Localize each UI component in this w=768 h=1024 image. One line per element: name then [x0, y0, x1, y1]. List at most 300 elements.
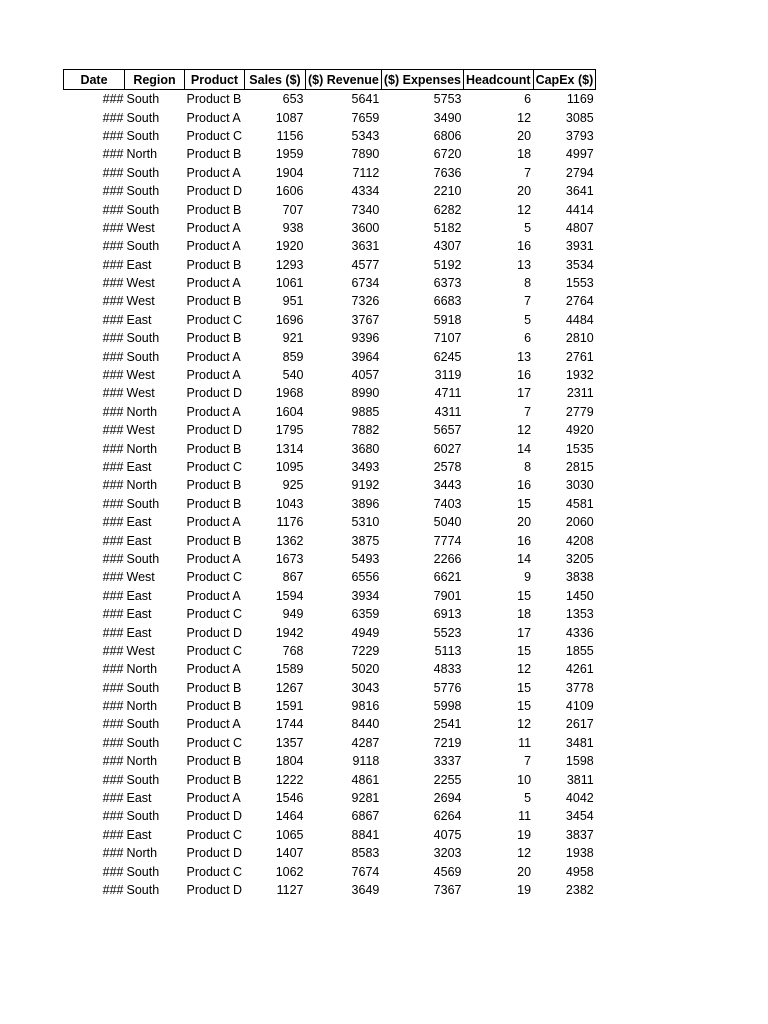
product-cell[interactable]: Product D	[186, 184, 243, 199]
expenses-cell[interactable]: 5182	[433, 220, 462, 235]
sales-cell[interactable]: 1061	[275, 276, 304, 291]
sales-cell[interactable]: 1804	[275, 754, 304, 769]
expenses-cell[interactable]: 5113	[434, 643, 462, 658]
sales-cell[interactable]: 1087	[275, 110, 304, 125]
region-cell[interactable]: West	[126, 643, 155, 658]
date-cell[interactable]: ###	[102, 441, 124, 456]
revenue-cell[interactable]: 3631	[351, 239, 380, 254]
revenue-cell[interactable]: 6734	[351, 276, 380, 291]
region-cell[interactable]: North	[126, 441, 158, 456]
expenses-cell[interactable]: 4307	[433, 239, 462, 254]
headcount-cell[interactable]: 10	[517, 772, 532, 787]
capex-cell[interactable]: 4920	[565, 423, 594, 438]
headcount-cell[interactable]: 16	[517, 368, 532, 383]
product-cell[interactable]: Product B	[186, 772, 242, 787]
expenses-cell[interactable]: 6264	[433, 809, 462, 824]
capex-cell[interactable]: 1169	[566, 92, 594, 107]
date-cell[interactable]: ###	[102, 496, 124, 511]
headcount-cell[interactable]: 14	[517, 441, 532, 456]
sales-cell[interactable]: 768	[282, 643, 304, 658]
sales-cell[interactable]: 1176	[276, 515, 304, 530]
capex-cell[interactable]: 3085	[565, 110, 594, 125]
date-cell[interactable]: ###	[102, 92, 124, 107]
sales-cell[interactable]: 1293	[275, 257, 304, 272]
expenses-cell[interactable]: 6245	[433, 349, 462, 364]
product-cell[interactable]: Product D	[186, 625, 243, 640]
sales-cell[interactable]: 951	[282, 294, 304, 309]
product-cell[interactable]: Product B	[186, 699, 242, 714]
region-cell[interactable]: South	[126, 349, 160, 364]
sales-cell[interactable]: 1065	[275, 827, 304, 842]
expenses-cell[interactable]: 6913	[433, 607, 462, 622]
capex-cell[interactable]: 3030	[565, 478, 594, 493]
sales-cell[interactable]: 1604	[275, 404, 304, 419]
revenue-cell[interactable]: 7229	[351, 643, 380, 658]
region-cell[interactable]: East	[126, 515, 152, 530]
capex-cell[interactable]: 2764	[565, 294, 594, 309]
capex-cell[interactable]: 1553	[565, 276, 594, 291]
revenue-cell[interactable]: 3964	[351, 349, 380, 364]
product-cell[interactable]: Product A	[186, 662, 241, 677]
revenue-cell[interactable]: 6556	[351, 570, 380, 585]
region-cell[interactable]: West	[126, 294, 155, 309]
date-cell[interactable]: ###	[102, 165, 124, 180]
region-cell[interactable]: East	[126, 588, 152, 603]
date-cell[interactable]: ###	[102, 643, 124, 658]
date-cell[interactable]: ###	[102, 368, 124, 383]
sales-cell[interactable]: 921	[282, 331, 304, 346]
product-cell[interactable]: Product A	[186, 588, 241, 603]
revenue-cell[interactable]: 7890	[351, 147, 380, 162]
expenses-cell[interactable]: 6806	[433, 128, 462, 143]
expenses-cell[interactable]: 4569	[433, 864, 462, 879]
revenue-cell[interactable]: 4861	[351, 772, 380, 787]
sales-cell[interactable]: 1942	[275, 625, 304, 640]
region-cell[interactable]: South	[126, 882, 160, 897]
expenses-cell[interactable]: 3490	[433, 110, 462, 125]
revenue-cell[interactable]: 3934	[351, 588, 380, 603]
headcount-cell[interactable]: 17	[517, 386, 532, 401]
expenses-cell[interactable]: 5918	[433, 312, 462, 327]
region-cell[interactable]: South	[126, 551, 160, 566]
sales-cell[interactable]: 1464	[275, 809, 304, 824]
headcount-cell[interactable]: 16	[517, 533, 532, 548]
date-cell[interactable]: ###	[102, 570, 124, 585]
product-cell[interactable]: Product B	[186, 478, 242, 493]
headcount-cell[interactable]: 6	[524, 92, 532, 107]
revenue-cell[interactable]: 7112	[352, 165, 380, 180]
date-cell[interactable]: ###	[102, 882, 124, 897]
revenue-cell[interactable]: 9816	[351, 699, 380, 714]
sales-cell[interactable]: 859	[282, 349, 304, 364]
product-cell[interactable]: Product A	[186, 165, 241, 180]
capex-cell[interactable]: 4958	[565, 864, 594, 879]
sales-cell[interactable]: 1362	[275, 533, 304, 548]
product-cell[interactable]: Product A	[186, 276, 241, 291]
capex-cell[interactable]: 3931	[565, 239, 594, 254]
revenue-cell[interactable]: 3043	[351, 680, 380, 695]
region-cell[interactable]: South	[126, 680, 160, 695]
sales-cell[interactable]: 1589	[275, 662, 304, 677]
expenses-cell[interactable]: 5998	[433, 699, 462, 714]
region-cell[interactable]: North	[126, 147, 158, 162]
date-cell[interactable]: ###	[102, 202, 124, 217]
sales-cell[interactable]: 1744	[275, 717, 304, 732]
sales-cell[interactable]: 1062	[275, 864, 304, 879]
headcount-cell[interactable]: 19	[517, 827, 532, 842]
date-cell[interactable]: ###	[102, 110, 124, 125]
headcount-cell[interactable]: 12	[517, 423, 532, 438]
region-cell[interactable]: South	[126, 864, 160, 879]
capex-cell[interactable]: 1535	[565, 441, 594, 456]
expenses-cell[interactable]: 2255	[433, 772, 462, 787]
headcount-cell[interactable]: 7	[524, 165, 532, 180]
headcount-cell[interactable]: 20	[517, 128, 532, 143]
date-cell[interactable]: ###	[102, 386, 124, 401]
date-cell[interactable]: ###	[102, 423, 124, 438]
headcount-cell[interactable]: 12	[517, 717, 532, 732]
date-cell[interactable]: ###	[102, 717, 124, 732]
sales-cell[interactable]: 1594	[275, 588, 304, 603]
region-cell[interactable]: North	[126, 699, 158, 714]
revenue-cell[interactable]: 4287	[351, 735, 380, 750]
date-cell[interactable]: ###	[102, 680, 124, 695]
date-cell[interactable]: ###	[102, 128, 124, 143]
headcount-cell[interactable]: 5	[524, 312, 532, 327]
capex-cell[interactable]: 4581	[565, 496, 594, 511]
capex-cell[interactable]: 2810	[565, 331, 594, 346]
date-cell[interactable]: ###	[102, 827, 124, 842]
region-cell[interactable]: West	[126, 386, 155, 401]
sales-cell[interactable]: 867	[282, 570, 304, 585]
headcount-cell[interactable]: 18	[517, 147, 532, 162]
headcount-cell[interactable]: 12	[517, 110, 532, 125]
expenses-cell[interactable]: 6027	[433, 441, 462, 456]
capex-cell[interactable]: 4109	[565, 699, 594, 714]
expenses-cell[interactable]: 6373	[433, 276, 462, 291]
date-cell[interactable]: ###	[102, 735, 124, 750]
region-cell[interactable]: West	[126, 220, 155, 235]
revenue-cell[interactable]: 7674	[351, 864, 380, 879]
revenue-cell[interactable]: 3896	[351, 496, 380, 511]
headcount-cell[interactable]: 12	[517, 202, 532, 217]
headcount-cell[interactable]: 7	[524, 404, 532, 419]
revenue-cell[interactable]: 7326	[351, 294, 380, 309]
product-cell[interactable]: Product A	[186, 239, 241, 254]
revenue-cell[interactable]: 5493	[351, 551, 380, 566]
sales-cell[interactable]: 1357	[275, 735, 304, 750]
expenses-cell[interactable]: 4833	[433, 662, 462, 677]
headcount-cell[interactable]: 5	[524, 791, 532, 806]
region-cell[interactable]: East	[126, 533, 152, 548]
expenses-cell[interactable]: 7367	[433, 882, 462, 897]
date-cell[interactable]: ###	[102, 846, 124, 861]
product-cell[interactable]: Product C	[186, 643, 243, 658]
sales-cell[interactable]: 1795	[275, 423, 304, 438]
sales-cell[interactable]: 949	[282, 607, 304, 622]
region-cell[interactable]: North	[126, 404, 158, 419]
capex-cell[interactable]: 4042	[565, 791, 594, 806]
headcount-cell[interactable]: 7	[524, 754, 532, 769]
region-cell[interactable]: South	[126, 735, 160, 750]
expenses-cell[interactable]: 3119	[434, 368, 462, 383]
headcount-cell[interactable]: 20	[517, 515, 532, 530]
capex-cell[interactable]: 2761	[565, 349, 594, 364]
capex-cell[interactable]: 4997	[565, 147, 594, 162]
expenses-cell[interactable]: 5657	[433, 423, 462, 438]
product-cell[interactable]: Product B	[186, 294, 242, 309]
capex-cell[interactable]: 3811	[566, 772, 594, 787]
product-cell[interactable]: Product A	[186, 551, 241, 566]
capex-cell[interactable]: 1598	[565, 754, 594, 769]
sales-cell[interactable]: 1673	[275, 551, 304, 566]
capex-cell[interactable]: 2060	[565, 515, 594, 530]
revenue-cell[interactable]: 8583	[351, 846, 380, 861]
revenue-cell[interactable]: 9192	[351, 478, 380, 493]
headcount-cell[interactable]: 16	[517, 478, 532, 493]
headcount-cell[interactable]: 20	[517, 864, 532, 879]
headcount-cell[interactable]: 15	[517, 643, 532, 658]
expenses-cell[interactable]: 7636	[433, 165, 462, 180]
region-cell[interactable]: South	[126, 772, 160, 787]
sales-cell[interactable]: 1156	[276, 128, 304, 143]
date-cell[interactable]: ###	[102, 294, 124, 309]
capex-cell[interactable]: 2382	[565, 882, 594, 897]
headcount-cell[interactable]: 17	[517, 625, 532, 640]
capex-cell[interactable]: 3205	[565, 551, 594, 566]
revenue-cell[interactable]: 7882	[351, 423, 380, 438]
revenue-cell[interactable]: 3767	[351, 312, 380, 327]
sales-cell[interactable]: 653	[282, 92, 304, 107]
date-cell[interactable]: ###	[102, 864, 124, 879]
expenses-cell[interactable]: 4075	[433, 827, 462, 842]
headcount-cell[interactable]: 13	[517, 257, 532, 272]
date-cell[interactable]: ###	[102, 312, 124, 327]
product-cell[interactable]: Product C	[186, 864, 243, 879]
date-cell[interactable]: ###	[102, 551, 124, 566]
header-product[interactable]: Product	[185, 70, 245, 90]
revenue-cell[interactable]: 5641	[351, 92, 380, 107]
product-cell[interactable]: Product C	[186, 735, 243, 750]
headcount-cell[interactable]: 19	[517, 882, 532, 897]
product-cell[interactable]: Product A	[186, 515, 241, 530]
capex-cell[interactable]: 4484	[565, 312, 594, 327]
headcount-cell[interactable]: 5	[524, 220, 532, 235]
sales-cell[interactable]: 1043	[275, 496, 304, 511]
revenue-cell[interactable]: 3600	[351, 220, 380, 235]
headcount-cell[interactable]: 13	[517, 349, 532, 364]
product-cell[interactable]: Product A	[186, 791, 241, 806]
product-cell[interactable]: Product D	[186, 809, 243, 824]
headcount-cell[interactable]: 11	[518, 735, 532, 750]
region-cell[interactable]: South	[126, 496, 160, 511]
expenses-cell[interactable]: 4711	[434, 386, 462, 401]
product-cell[interactable]: Product A	[186, 349, 241, 364]
sales-cell[interactable]: 1920	[275, 239, 304, 254]
region-cell[interactable]: South	[126, 184, 160, 199]
capex-cell[interactable]: 4807	[565, 220, 594, 235]
capex-cell[interactable]: 3838	[565, 570, 594, 585]
revenue-cell[interactable]: 5020	[351, 662, 380, 677]
expenses-cell[interactable]: 5753	[433, 92, 462, 107]
capex-cell[interactable]: 2779	[565, 404, 594, 419]
expenses-cell[interactable]: 5040	[433, 515, 462, 530]
revenue-cell[interactable]: 4949	[351, 625, 380, 640]
region-cell[interactable]: North	[126, 478, 158, 493]
region-cell[interactable]: West	[126, 570, 155, 585]
date-cell[interactable]: ###	[102, 662, 124, 677]
date-cell[interactable]: ###	[102, 257, 124, 272]
product-cell[interactable]: Product B	[186, 257, 242, 272]
capex-cell[interactable]: 4336	[565, 625, 594, 640]
capex-cell[interactable]: 2794	[565, 165, 594, 180]
sales-cell[interactable]: 1968	[275, 386, 304, 401]
expenses-cell[interactable]: 2694	[433, 791, 462, 806]
expenses-cell[interactable]: 7774	[433, 533, 462, 548]
region-cell[interactable]: South	[126, 202, 160, 217]
revenue-cell[interactable]: 3875	[351, 533, 380, 548]
revenue-cell[interactable]: 5343	[351, 128, 380, 143]
sales-cell[interactable]: 1904	[275, 165, 304, 180]
date-cell[interactable]: ###	[102, 478, 124, 493]
product-cell[interactable]: Product B	[186, 533, 242, 548]
region-cell[interactable]: East	[126, 791, 152, 806]
expenses-cell[interactable]: 7107	[433, 331, 462, 346]
expenses-cell[interactable]: 6282	[433, 202, 462, 217]
date-cell[interactable]: ###	[102, 404, 124, 419]
headcount-cell[interactable]: 8	[524, 276, 532, 291]
region-cell[interactable]: South	[126, 809, 160, 824]
capex-cell[interactable]: 4208	[565, 533, 594, 548]
headcount-cell[interactable]: 15	[517, 496, 532, 511]
capex-cell[interactable]: 1450	[565, 588, 594, 603]
capex-cell[interactable]: 3481	[565, 735, 594, 750]
product-cell[interactable]: Product A	[186, 404, 241, 419]
revenue-cell[interactable]: 9118	[352, 754, 380, 769]
revenue-cell[interactable]: 7659	[351, 110, 380, 125]
region-cell[interactable]: East	[126, 607, 152, 622]
headcount-cell[interactable]: 9	[524, 570, 532, 585]
date-cell[interactable]: ###	[102, 607, 124, 622]
date-cell[interactable]: ###	[102, 515, 124, 530]
product-cell[interactable]: Product C	[186, 312, 243, 327]
headcount-cell[interactable]: 16	[517, 239, 532, 254]
revenue-cell[interactable]: 6359	[351, 607, 380, 622]
header-date[interactable]: Date	[64, 70, 125, 90]
region-cell[interactable]: East	[126, 312, 152, 327]
capex-cell[interactable]: 1932	[565, 368, 594, 383]
headcount-cell[interactable]: 15	[517, 588, 532, 603]
expenses-cell[interactable]: 7403	[433, 496, 462, 511]
expenses-cell[interactable]: 6683	[433, 294, 462, 309]
headcount-cell[interactable]: 12	[517, 846, 532, 861]
date-cell[interactable]: ###	[102, 460, 124, 474]
expenses-cell[interactable]: 7219	[433, 735, 462, 750]
product-cell[interactable]: Product B	[186, 441, 242, 456]
headcount-cell[interactable]: 12	[517, 662, 532, 677]
revenue-cell[interactable]: 4334	[351, 184, 380, 199]
product-cell[interactable]: Product D	[186, 386, 243, 401]
headcount-cell[interactable]: 14	[517, 551, 532, 566]
capex-cell[interactable]: 1353	[565, 607, 594, 622]
product-cell[interactable]: Product B	[186, 496, 242, 511]
product-cell[interactable]: Product A	[186, 110, 241, 125]
sales-cell[interactable]: 1606	[275, 184, 304, 199]
expenses-cell[interactable]: 5523	[433, 625, 462, 640]
revenue-cell[interactable]: 5310	[351, 515, 380, 530]
capex-cell[interactable]: 2815	[565, 460, 594, 474]
product-cell[interactable]: Product B	[186, 754, 242, 769]
sales-cell[interactable]: 1407	[275, 846, 304, 861]
capex-cell[interactable]: 3793	[565, 128, 594, 143]
region-cell[interactable]: West	[126, 368, 155, 383]
product-cell[interactable]: Product D	[186, 846, 243, 861]
region-cell[interactable]: North	[126, 662, 158, 677]
region-cell[interactable]: South	[126, 331, 160, 346]
region-cell[interactable]: North	[126, 754, 158, 769]
expenses-cell[interactable]: 7901	[433, 588, 462, 603]
capex-cell[interactable]: 3534	[565, 257, 594, 272]
date-cell[interactable]: ###	[102, 588, 124, 603]
sales-cell[interactable]: 1591	[275, 699, 304, 714]
region-cell[interactable]: West	[126, 276, 155, 291]
revenue-cell[interactable]: 9396	[351, 331, 380, 346]
region-cell[interactable]: North	[126, 846, 158, 861]
header-capex[interactable]: CapEx ($)	[533, 70, 596, 90]
sales-cell[interactable]: 925	[282, 478, 304, 493]
product-cell[interactable]: Product D	[186, 423, 243, 438]
date-cell[interactable]: ###	[102, 772, 124, 787]
date-cell[interactable]: ###	[102, 625, 124, 640]
product-cell[interactable]: Product D	[186, 882, 243, 897]
product-cell[interactable]: Product A	[186, 220, 241, 235]
revenue-cell[interactable]: 9885	[351, 404, 380, 419]
headcount-cell[interactable]: 18	[517, 607, 532, 622]
product-cell[interactable]: Product C	[186, 607, 243, 622]
date-cell[interactable]: ###	[102, 754, 124, 769]
date-cell[interactable]: ###	[102, 349, 124, 364]
sales-cell[interactable]: 540	[282, 368, 304, 383]
expenses-cell[interactable]: 6720	[433, 147, 462, 162]
product-cell[interactable]: Product C	[186, 128, 243, 143]
revenue-cell[interactable]: 8990	[351, 386, 380, 401]
expenses-cell[interactable]: 2210	[433, 184, 462, 199]
revenue-cell[interactable]: 3493	[351, 460, 380, 474]
product-cell[interactable]: Product C	[186, 570, 243, 585]
region-cell[interactable]: South	[126, 110, 160, 125]
expenses-cell[interactable]: 4311	[434, 404, 462, 419]
header-region[interactable]: Region	[125, 70, 185, 90]
revenue-cell[interactable]: 3680	[351, 441, 380, 456]
expenses-cell[interactable]: 3337	[433, 754, 462, 769]
capex-cell[interactable]: 4414	[565, 202, 594, 217]
sales-cell[interactable]: 1267	[275, 680, 304, 695]
sales-cell[interactable]: 707	[282, 202, 304, 217]
region-cell[interactable]: South	[126, 165, 160, 180]
date-cell[interactable]: ###	[102, 276, 124, 291]
capex-cell[interactable]: 3454	[565, 809, 594, 824]
sales-cell[interactable]: 938	[282, 220, 304, 235]
capex-cell[interactable]: 3641	[565, 184, 594, 199]
date-cell[interactable]: ###	[102, 184, 124, 199]
region-cell[interactable]: East	[126, 460, 152, 474]
expenses-cell[interactable]: 3443	[433, 478, 462, 493]
capex-cell[interactable]: 1938	[565, 846, 594, 861]
region-cell[interactable]: South	[126, 239, 160, 254]
header-sales[interactable]: Sales ($)	[245, 70, 306, 90]
revenue-cell[interactable]: 4577	[351, 257, 380, 272]
date-cell[interactable]: ###	[102, 331, 124, 346]
